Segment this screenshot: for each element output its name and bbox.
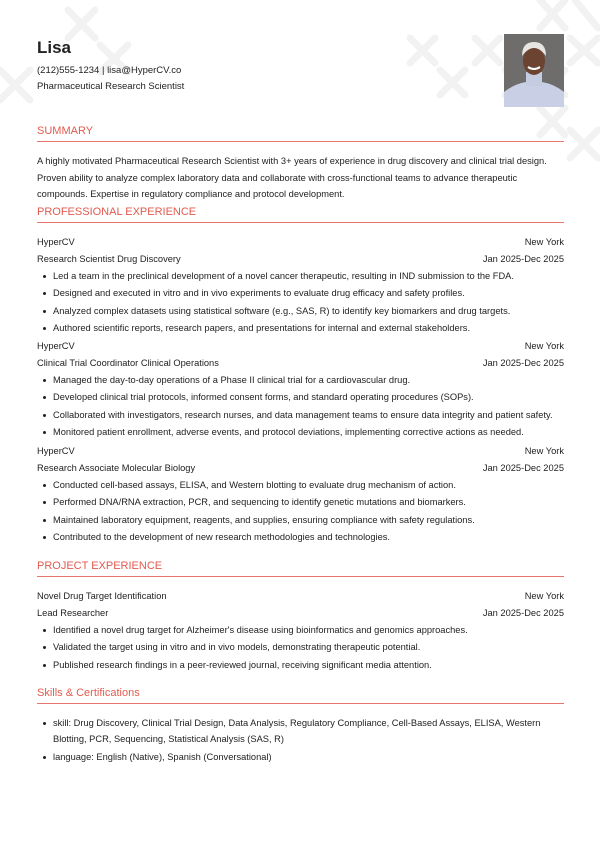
bullet-item: Validated the target using in vitro and in vivo models, demonstrating therapeutic potential. [37,639,564,656]
job-dates: Jan 2025-Dec 2025 [482,463,564,473]
job-role: Clinical Trial Coordinator Clinical Operations [37,358,219,368]
job-dates: Jan 2025-Dec 2025 [482,254,564,264]
job-location: New York [524,446,564,456]
job-header [37,237,564,247]
job-company: HyperCV [37,237,75,247]
bullet-item: Collaborated with investigators, research nurses, and data management teams to ensure data integrity and patient safety. [37,407,564,424]
candidate-name: Lisa [37,38,72,57]
bullet-item: Conducted cell-based assays, ELISA, and Western blotting to evaluate drug mechanism of action. [37,477,564,494]
project-header [37,591,564,601]
section-title-projects: PROJECT EXPERIENCE [37,560,564,577]
job-company: HyperCV [37,341,75,351]
project-dates: Jan 2025-Dec 2025 [482,608,564,618]
job-role: Research Scientist Drug Discovery [37,254,181,264]
section-title-skills: Skills & Certifications [37,687,564,704]
job-company: HyperCV [37,446,75,456]
skills-list [37,715,564,767]
job-bullets [37,477,564,546]
job-subheader [37,463,564,473]
project-subheader [37,608,564,618]
summary-text: A highly motivated Pharmaceutical Research Scientist with 3+ years of experience in drug discovery and clinical trial design. Proven ability to analyze complex laboratory data and collaborate with cross-functional teams to advance therapeutic compounds. Expertise in regulatory compliance and protocol development. [37,156,547,199]
bullet-item: Authored scientific reports, research papers, and presentations for internal and external stakeholders. [37,320,564,337]
bullet-item: Contributed to the development of new research methodologies and technologies. [37,529,564,546]
headline: Pharmaceutical Research Scientist [37,81,185,92]
bullet-item: Maintained laboratory equipment, reagents, and supplies, ensuring compliance with safety regulations. [37,512,564,529]
bullet-item: Monitored patient enrollment, adverse events, and protocol deviations, implementing corrective actions as needed. [37,424,564,441]
project-location: New York [524,591,564,601]
skill-item: skill: Drug Discovery, Clinical Trial Design, Data Analysis, Regulatory Compliance, Cell-Based Assays, ELISA, Western Blotting, PCR, Sequencing, Statistical Analysis (SAS, R) [37,715,564,747]
bullet-item: Performed DNA/RNA extraction, PCR, and sequencing to identify genetic mutations and biomarkers. [37,494,564,511]
job-location: New York [524,237,564,247]
job-subheader [37,358,564,368]
job-header [37,446,564,456]
profile-photo [504,34,564,107]
skill-item: language: English (Native), Spanish (Conversational) [37,749,564,765]
bullet-item: Developed clinical trial protocols, informed consent forms, and standard operating procedures (SOPs). [37,389,564,406]
bullet-item: Designed and executed in vitro and in vivo experiments to evaluate drug efficacy and safety profiles. [37,285,564,302]
job-dates: Jan 2025-Dec 2025 [482,358,564,368]
job-bullets [37,268,564,337]
bullet-item: Published research findings in a peer-reviewed journal, receiving significant media attention. [37,657,564,674]
section-title-summary: SUMMARY [37,125,564,142]
job-role: Research Associate Molecular Biology [37,463,196,473]
portrait-icon [504,34,564,107]
job-subheader [37,254,564,264]
job-bullets [37,372,564,441]
job-location: New York [524,341,564,351]
job-header [37,341,564,351]
bullet-item: Analyzed complex datasets using statistical software (e.g., SAS, R) to identify key biomarkers and drug targets. [37,303,564,320]
project-bullets [37,622,564,674]
bullet-item: Managed the day-to-day operations of a Phase II clinical trial for a cardiovascular drug. [37,372,564,389]
bullet-item: Identified a novel drug target for Alzheimer's disease using bioinformatics and genomics approaches. [37,622,564,639]
project-role: Lead Researcher [37,608,109,618]
section-title-experience: PROFESSIONAL EXPERIENCE [37,206,564,223]
project-name: Novel Drug Target Identification [37,591,167,601]
contact-info: (212)555-1234 | lisa@HyperCV.co [37,65,182,76]
bullet-item: Led a team in the preclinical development of a novel cancer therapeutic, resulting in IND submission to the FDA. [37,268,564,285]
